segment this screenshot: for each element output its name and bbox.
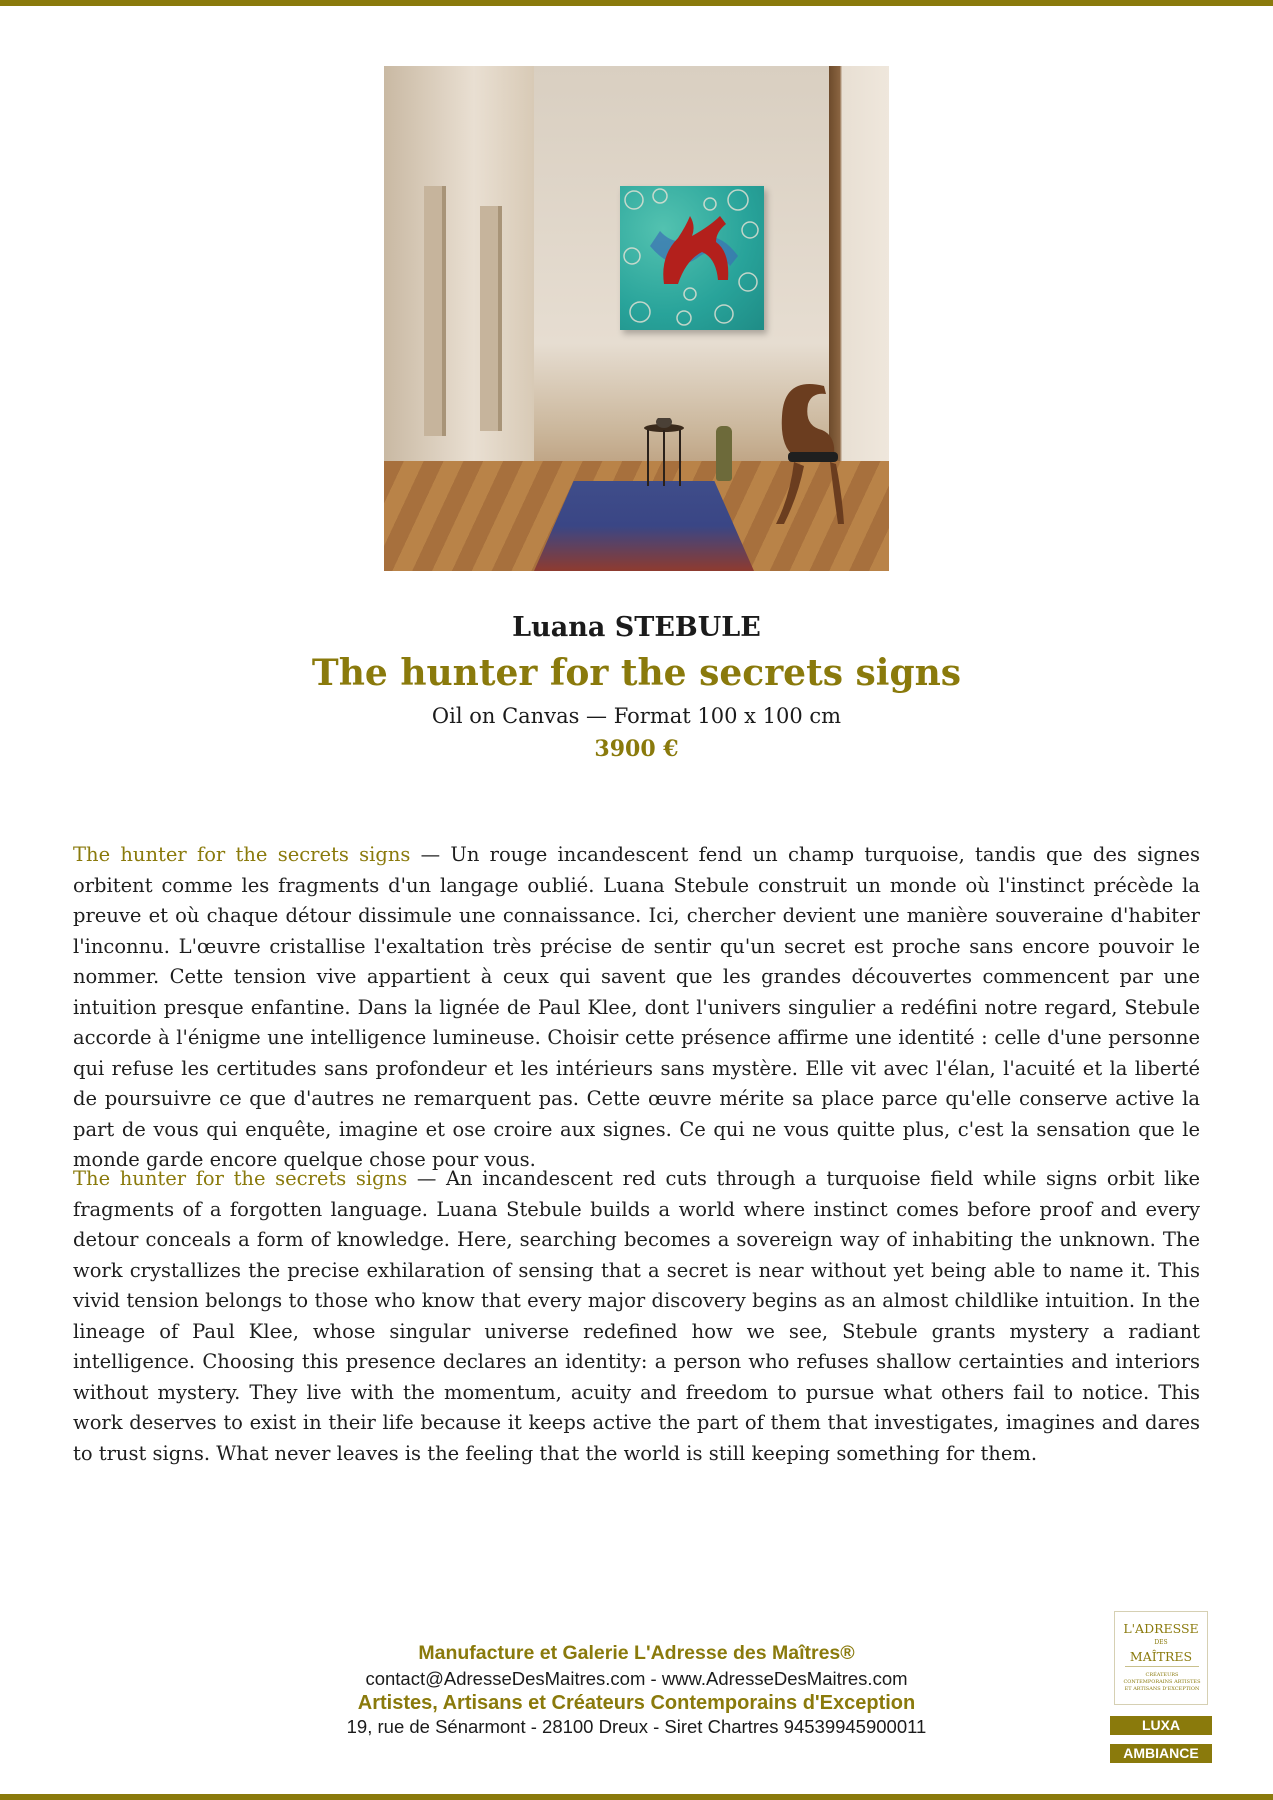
ambiance-badge: AMBIANCE [1110, 1744, 1212, 1763]
artist-name: Luana STEBULE [512, 612, 761, 643]
logo-subtitle: CRÉATEURS CONTEMPORAINS ARTISTES ET ARTISANS D'EXCEPTION [1123, 1672, 1201, 1692]
photo-painting [620, 186, 764, 330]
description-body: — Un rouge incandescent fend un champ turquoise, tandis que des signes orbitent comme les fragments d'un langage oublié. Luana Stebule construit un monde où l'instinct précède la preuve et où chaque détour dissimule une connaissance. Ici, chercher devient une manière souveraine d'habiter l'inconnu. L'œuvre cristallise l'exaltation très précise de sentir qu'un secret est proche sans encore pouvoir le nommer. Cette tension vive appartient à ceux qui savent que les grandes découvertes commencent par une intuition presque enfantine. Dans la lignée de Paul Klee, dont l'univers singulier a redéfini notre regard, Stebule accorde à l'énigme une intelligence lumineuse. Choisir cette présence affirme une identité : celle d'une personne qui refuse les certitudes sans profondeur et les intérieurs sans mystère. Elle vit avec l'élan, l'acuité et la liberté de poursuivre ce que d'autres ne remarquent pas. Cette œuvre mérite sa place parce qu'elle conserve active la part de vous qui enquête, imagine et ose croire aux signes. Ce qui ne vous quitte plus, c'est la sensation que le monde garde encore quelque chose pour vous. [73, 843, 1200, 1171]
artwork-title: The hunter for the secrets signs [311, 652, 962, 694]
description-lead: The hunter for the secrets signs [73, 843, 411, 866]
footer-address: 19, rue de Sénarmont - 28100 Dreux - Siret Chartres 94539945900011 [346, 1716, 927, 1737]
artwork-room-photo [384, 66, 889, 571]
photo-vase [716, 426, 732, 481]
description-french [73, 840, 1200, 1176]
photo-side-table [642, 418, 686, 488]
logo-line: DES [1154, 1639, 1168, 1646]
footer-tagline: Artistes, Artisans et Créateurs Contemporains d'Exception [357, 1692, 916, 1714]
top-accent-bar [0, 0, 1273, 6]
logo-line: MAÎTRES [1129, 1649, 1193, 1664]
artwork-medium: Oil on Canvas — Format 100 x 100 cm [431, 704, 842, 728]
footer-contact: contact@AdresseDesMaitres.com - www.AdresseDesMaitres.com [365, 1668, 908, 1689]
photo-left-wall [384, 66, 534, 476]
logo-divider [1125, 1666, 1199, 1667]
luxa-badge: LUXA [1110, 1716, 1212, 1735]
bottom-accent-bar [0, 1794, 1273, 1800]
description-english [73, 1164, 1200, 1469]
description-body: — An incandescent red cuts through a turquoise field while signs orbit like fragments of a forgotten language. Luana Stebule builds a world where instinct comes before proof and every detour conceals a form of knowledge. Here, searching becomes a sovereign way of inhabiting the unknown. The work crystallizes the precise exhilaration of sensing that a secret is near without yet being able to name it. This vivid tension belongs to those who know that every major discovery begins as an almost childlike intuition. In the lineage of Paul Klee, whose singular universe redefined how we see, Stebule grants mystery a radiant intelligence. Choosing this presence declares an identity: a person who refuses shallow certainties and interiors without mystery. They live with the momentum, acuity and freedom to pursue what others fail to notice. This work deserves to exist in their life because it keeps active the part of them that investigates, imagines and dares to trust signs. What never leaves is the feeling that the world is still keeping something for them. [73, 1167, 1200, 1465]
gallery-logo [1114, 1611, 1208, 1705]
photo-doorframe [480, 206, 502, 431]
painting-motif [620, 186, 764, 330]
artwork-price: 3900 € [594, 736, 679, 762]
description-lead: The hunter for the secrets signs [73, 1167, 408, 1190]
logo-line: L'ADRESSE [1123, 1621, 1199, 1636]
footer-company: Manufacture et Galerie L'Adresse des Maîtres® [418, 1642, 855, 1664]
photo-chair [764, 376, 844, 526]
photo-doorframe [424, 186, 446, 436]
